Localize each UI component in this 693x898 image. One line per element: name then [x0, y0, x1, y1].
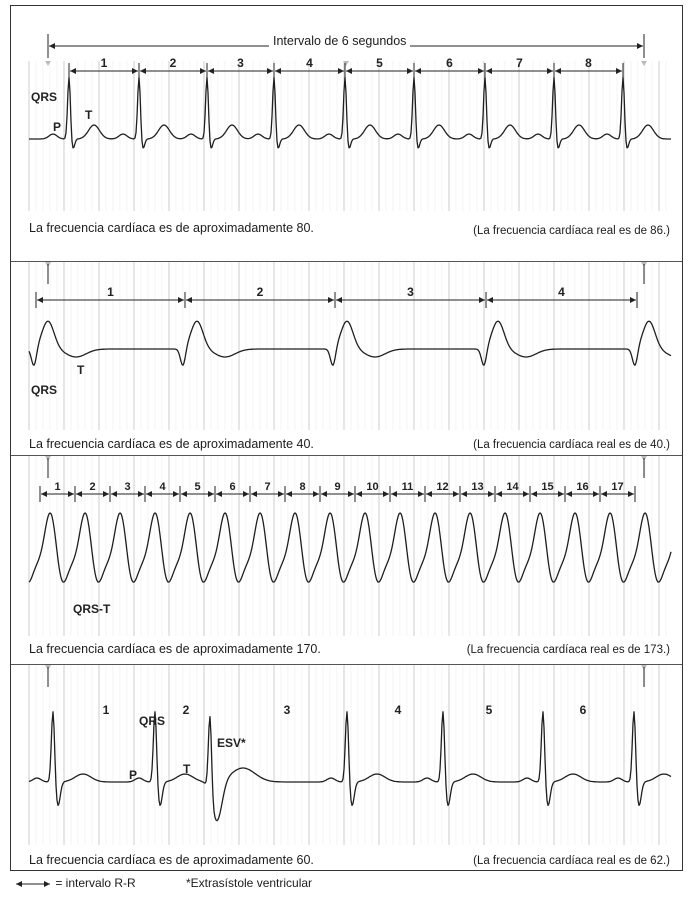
- panel-rate-60: [11, 665, 682, 870]
- six-second-interval-label: Intervalo de 6 segundos: [269, 34, 410, 48]
- arrow-head: [76, 491, 82, 497]
- interval-count-label: 3: [124, 481, 131, 493]
- interval-count-label: 6: [579, 703, 587, 717]
- interval-count-label: 4: [306, 56, 313, 70]
- esv-label: ESV*: [217, 736, 246, 750]
- t-wave-label: T: [85, 108, 93, 122]
- estimate-caption: La frecuencia cardíaca es de aproximadamente 80.: [29, 221, 314, 235]
- arrow-head: [426, 491, 432, 497]
- interval-count-label: 5: [194, 481, 201, 493]
- interval-count-label: 11: [401, 481, 414, 493]
- estimate-caption: La frecuencia cardíaca es de aproximadamente 40.: [29, 437, 314, 451]
- arrow-head: [486, 68, 492, 74]
- interval-count-label: 2: [256, 285, 264, 299]
- esv-footnote: *Extrasístole ventricular: [186, 876, 313, 890]
- interval-count-label: 6: [446, 56, 453, 70]
- actual-rate-caption: (La frecuencia cardíaca real es de 86.): [473, 225, 670, 237]
- arrow-head: [487, 297, 493, 303]
- arrow-head: [496, 491, 502, 497]
- double-arrow-icon: [14, 879, 52, 889]
- arrow-head: [111, 491, 117, 497]
- t-wave-label: T: [183, 762, 191, 776]
- interval-count-label: 14: [506, 481, 519, 493]
- qrs-label: QRS: [31, 90, 58, 104]
- interval-count-label: 3: [283, 703, 291, 717]
- arrow-head: [132, 68, 138, 74]
- interval-count-label: 10: [366, 481, 379, 493]
- qrs-t-label: QRS-T: [73, 602, 111, 616]
- interval-count-label: 1: [102, 703, 110, 717]
- arrow-head: [286, 491, 292, 497]
- arrow-head: [616, 68, 622, 74]
- interval-count-label: 13: [471, 481, 484, 493]
- arrow-head: [338, 68, 344, 74]
- arrow-head: [321, 491, 327, 497]
- interval-count-label: 4: [159, 481, 166, 493]
- arrow-head: [181, 491, 187, 497]
- ecg-strip-60: [11, 665, 682, 870]
- arrow-head: [216, 491, 222, 497]
- arrow-head: [555, 68, 561, 74]
- actual-rate-caption: (La frecuencia cardíaca real es de 173.): [466, 644, 670, 656]
- qrs-label: QRS: [31, 383, 58, 397]
- actual-rate-caption: (La frecuencia cardíaca real es de 62.): [473, 855, 670, 867]
- interval-count-label: 3: [407, 285, 414, 299]
- arrow-head: [186, 297, 192, 303]
- interval-count-label: 16: [576, 481, 589, 493]
- interval-count-label: 3: [237, 56, 244, 70]
- interval-count-label: 1: [100, 56, 108, 70]
- interval-count-label: 7: [516, 56, 523, 70]
- arrow-head: [41, 491, 47, 497]
- interval-count-label: 7: [264, 481, 271, 493]
- arrow-head: [566, 491, 572, 497]
- interval-count-label: 1: [107, 285, 114, 299]
- arrow-head: [601, 491, 607, 497]
- arrow-head: [275, 68, 281, 74]
- panel-rate-170: [11, 456, 682, 664]
- interval-count-label: 2: [182, 703, 190, 717]
- interval-count-label: 2: [169, 56, 177, 70]
- arrow-head: [328, 297, 334, 303]
- panel-rate-40: [11, 262, 682, 454]
- arrow-head: [531, 491, 537, 497]
- arrow-head: [356, 491, 362, 497]
- interval-count-label: 5: [376, 56, 383, 70]
- qrs-label: QRS: [139, 714, 166, 728]
- estimate-caption: La frecuencia cardíaca es de aproximadamente 170.: [29, 642, 321, 656]
- arrow-head: [146, 491, 152, 497]
- arrow-head: [478, 68, 484, 74]
- arrow-head: [630, 297, 636, 303]
- interval-count-label: 9: [334, 481, 341, 493]
- ecg-strip-170: [11, 456, 682, 664]
- interval-count-label: 4: [394, 703, 402, 717]
- actual-rate-caption: (La frecuencia cardíaca real es de 40.): [473, 439, 670, 451]
- legend: [14, 876, 313, 890]
- arrow-head: [200, 68, 206, 74]
- interval-count-label: 17: [611, 481, 624, 493]
- interval-count-label: 6: [229, 481, 236, 493]
- ecg-figure: [10, 5, 683, 871]
- arrow-head: [391, 491, 397, 497]
- interval-count-label: 1: [54, 481, 61, 493]
- arrow-head: [415, 68, 421, 74]
- interval-count-label: 15: [541, 481, 554, 493]
- arrow-head: [346, 68, 352, 74]
- p-wave-label: P: [53, 120, 62, 134]
- interval-count-label: 8: [585, 56, 592, 70]
- ecg-strip-40: [11, 262, 682, 454]
- p-wave-label: P: [129, 768, 138, 782]
- t-wave-label: T: [77, 363, 85, 377]
- rr-interval-legend: = intervalo R-R: [55, 876, 136, 890]
- six-second-marker: [641, 61, 647, 66]
- arrow-head: [461, 491, 467, 497]
- arrow-head: [37, 297, 43, 303]
- interval-count-label: 12: [436, 481, 449, 493]
- arrow-head: [267, 68, 273, 74]
- arrow-head: [49, 43, 55, 49]
- arrow-head: [407, 68, 413, 74]
- arrow-head: [547, 68, 553, 74]
- interval-count-label: 5: [485, 703, 493, 717]
- interval-count-label: 4: [558, 285, 565, 299]
- interval-count-label: 2: [89, 481, 96, 493]
- interval-count-label: 8: [299, 481, 306, 493]
- panel-rate-80: [11, 6, 682, 261]
- arrow-head: [637, 43, 643, 49]
- estimate-caption: La frecuencia cardíaca es de aproximadamente 60.: [29, 853, 314, 867]
- arrow-head: [251, 491, 257, 497]
